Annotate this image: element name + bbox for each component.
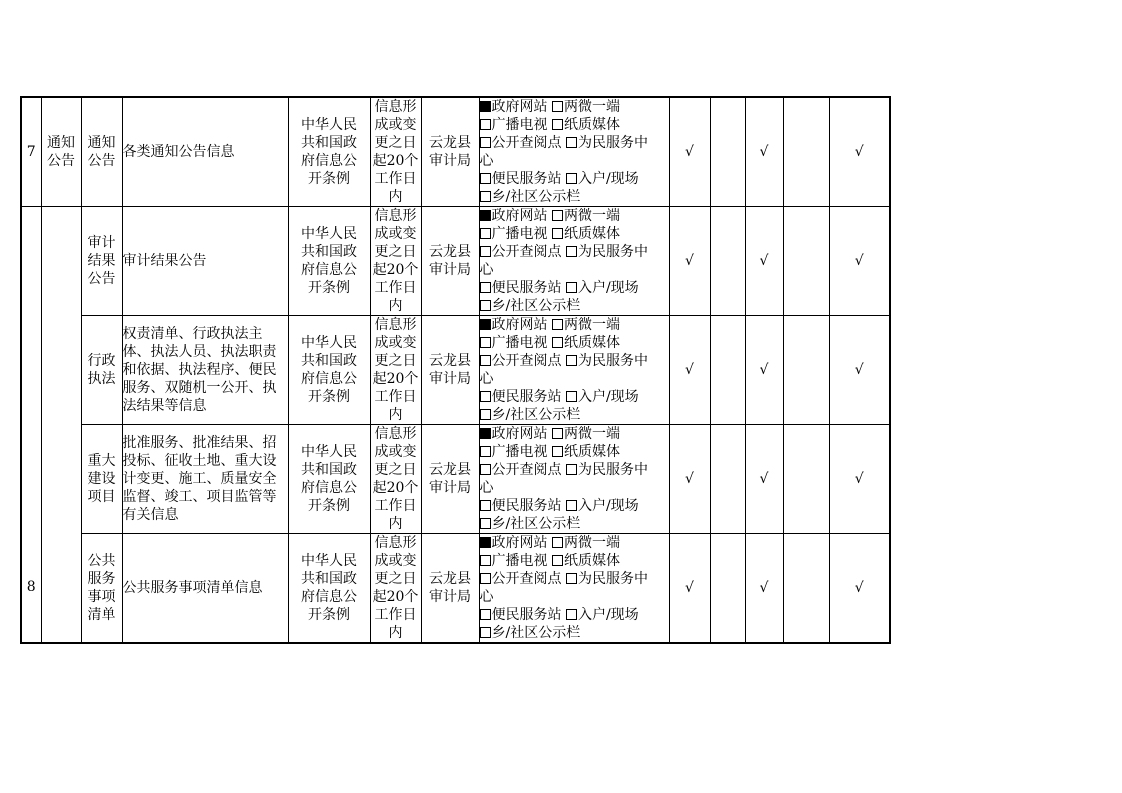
item-line: 通知 [87,135,116,151]
subject-cell [421,534,479,644]
channel-label: 为民服务中 [577,135,648,151]
time-limit-cell [370,425,421,534]
channel-line [480,479,669,497]
channel-label: 乡/社区公示栏 [491,407,581,423]
subject-cell [421,97,479,207]
checkmark-cell [710,316,745,425]
content-cell: 权责清单、行政执法主体、执法人员、执法职责和依据、执法程序、便民服务、双随机一公开、执法结果等信息 [122,316,288,425]
checkmark-cell [710,425,745,534]
time-limit-line: 信息形 [374,317,417,333]
time-limit-line: 更之日 [374,244,417,260]
item-line: 行政 [87,353,116,369]
channel-label: 便民服务站 [491,280,562,296]
channel-label: 两微一端 [563,426,620,442]
unchecked-box-icon [480,173,491,184]
checkmark-cell [710,534,745,644]
time-limit-line: 成或变 [374,553,417,569]
subject-stack [422,134,479,170]
item-line: 审计 [87,235,116,251]
unchecked-box-icon [566,573,577,584]
channels-cell [479,316,669,425]
channel-line [480,588,669,606]
checkmark-cell: √ [745,207,783,316]
basis-line: 开条例 [308,280,350,296]
unchecked-box-icon [552,228,563,239]
table-body [21,97,890,643]
checkmark-cell [783,534,829,644]
channel-label: 公开查阅点 [491,462,562,478]
channel-label: 为民服务中 [577,462,648,478]
item-cell [81,316,122,425]
basis-line: 中华人民 [301,226,357,242]
channel-line [480,370,669,388]
channel-text: 心 [479,589,494,605]
unchecked-box-icon [480,518,491,529]
channel-label: 便民服务站 [491,389,562,405]
unchecked-box-icon [480,391,491,402]
unchecked-box-icon [552,337,563,348]
checkmark-cell: √ [829,316,890,425]
subject-cell [421,425,479,534]
channel-line [480,552,669,570]
channel-label: 为民服务中 [577,353,648,369]
channel-label: 入户/现场 [577,280,639,296]
basis-stack [289,552,370,624]
time-limit-cell [370,207,421,316]
item-line: 事项 [87,589,116,605]
checkmark-cell: √ [745,425,783,534]
item-line: 项目 [87,489,116,505]
basis-line: 中华人民 [301,117,357,133]
unchecked-box-icon [552,537,563,548]
time-limit-line: 成或变 [374,226,417,242]
checkmark-cell: √ [829,534,890,644]
channel-label: 公开查阅点 [491,353,562,369]
channel-text: 心 [479,480,494,496]
time-limit-line: 内 [388,625,403,641]
channel-label: 纸质媒体 [563,335,620,351]
basis-line: 共和国政 [301,244,357,260]
content-cell: 公共服务事项清单信息 [122,534,288,644]
time-limit-cell [370,534,421,644]
time-limit-line: 工作日 [374,498,417,514]
checked-box-icon [480,319,491,330]
time-limit-line: 起20个 [372,371,419,387]
channel-label: 两微一端 [563,99,620,115]
unchecked-box-icon [480,137,491,148]
channel-label: 政府网站 [491,535,548,551]
channel-label: 乡/社区公示栏 [491,189,581,205]
time-limit-line: 更之日 [374,462,417,478]
checkmark-cell [783,316,829,425]
channel-line [480,388,669,406]
channel-line [480,134,669,152]
channel-label: 入户/现场 [577,607,639,623]
item-line: 服务 [87,571,116,587]
time-limit-line: 工作日 [374,280,417,296]
checkmark-cell: √ [745,97,783,207]
time-limit-line: 信息形 [374,426,417,442]
time-limit-line: 成或变 [374,117,417,133]
row-number: 7 [21,97,41,207]
channel-label: 公开查阅点 [491,571,562,587]
channel-line [480,207,669,225]
item-line: 公共 [87,553,116,569]
time-limit-line: 工作日 [374,607,417,623]
unchecked-box-icon [480,191,491,202]
unchecked-box-icon [566,173,577,184]
item-cell [81,207,122,316]
unchecked-box-icon [552,446,563,457]
channel-label: 广播电视 [491,335,548,351]
basis-stack [289,225,370,297]
channel-label: 乡/社区公示栏 [491,625,581,641]
channel-line [480,170,669,188]
checkmark-cell: √ [669,316,710,425]
time-limit-cell [370,316,421,425]
channel-label: 入户/现场 [577,389,639,405]
unchecked-box-icon [566,282,577,293]
time-limit-stack [371,425,421,533]
channel-line [480,279,669,297]
channel-text: 心 [479,262,494,278]
row-number: 8 [21,207,41,644]
item-line: 结果 [87,253,116,269]
channel-label: 公开查阅点 [491,244,562,260]
time-limit-line: 内 [388,189,403,205]
subject-line: 审计局 [429,480,471,496]
channel-label: 纸质媒体 [563,117,620,133]
unchecked-box-icon [566,246,577,257]
subject-stack [422,352,479,388]
channel-line [480,261,669,279]
item-line: 重大 [87,453,116,469]
disclosure-table [20,96,891,644]
channel-line [480,497,669,515]
item-cell [81,97,122,207]
basis-cell [288,316,370,425]
subject-line: 审计局 [429,153,471,169]
unchecked-box-icon [480,246,491,257]
channel-label: 两微一端 [563,317,620,333]
content-cell: 审计结果公告 [122,207,288,316]
channel-line [480,98,669,116]
unchecked-box-icon [480,627,491,638]
checkmark-cell: √ [745,534,783,644]
item-stack [82,352,122,388]
time-limit-line: 内 [388,516,403,532]
unchecked-box-icon [480,119,491,130]
channel-line [480,461,669,479]
basis-cell [288,97,370,207]
unchecked-box-icon [566,500,577,511]
unchecked-box-icon [480,446,491,457]
category-stack [42,134,81,170]
category-cell [41,97,81,207]
unchecked-box-icon [480,228,491,239]
unchecked-box-icon [480,337,491,348]
subject-line: 审计局 [429,262,471,278]
item-line: 清单 [87,607,116,623]
time-limit-line: 工作日 [374,389,417,405]
time-limit-line: 内 [388,407,403,423]
unchecked-box-icon [480,609,491,620]
time-limit-line: 更之日 [374,571,417,587]
table-row [21,316,890,425]
item-stack [82,452,122,506]
checkmark-cell [783,97,829,207]
basis-line: 共和国政 [301,571,357,587]
time-limit-line: 起20个 [372,153,419,169]
unchecked-box-icon [480,500,491,511]
channel-line [480,334,669,352]
channel-label: 纸质媒体 [563,226,620,242]
channel-label: 便民服务站 [491,171,562,187]
channel-label: 广播电视 [491,117,548,133]
checkmark-cell: √ [829,207,890,316]
basis-stack [289,334,370,406]
channel-label: 广播电视 [491,226,548,242]
item-line: 公告 [87,153,116,169]
channel-line [480,515,669,533]
item-cell [81,534,122,644]
channel-line [480,297,669,315]
subject-stack [422,570,479,606]
basis-cell [288,207,370,316]
time-limit-line: 成或变 [374,444,417,460]
channel-line [480,352,669,370]
channel-line [480,116,669,134]
time-limit-line: 起20个 [372,480,419,496]
channel-label: 乡/社区公示栏 [491,516,581,532]
channel-label: 为民服务中 [577,571,648,587]
unchecked-box-icon [552,319,563,330]
time-limit-cell [370,97,421,207]
unchecked-box-icon [566,355,577,366]
basis-line: 开条例 [308,389,350,405]
channel-line [480,152,669,170]
channel-line [480,570,669,588]
channels-cell [479,97,669,207]
unchecked-box-icon [552,210,563,221]
checkmark-cell [783,207,829,316]
subject-line: 云龙县 [429,353,471,369]
checkmark-cell: √ [669,534,710,644]
channels-cell [479,207,669,316]
unchecked-box-icon [552,428,563,439]
unchecked-box-icon [552,101,563,112]
channel-text: 心 [479,153,494,169]
time-limit-stack [371,207,421,315]
channel-label: 纸质媒体 [563,444,620,460]
subject-stack [422,243,479,279]
channel-label: 政府网站 [491,208,548,224]
channels-cell [479,534,669,644]
item-line: 执法 [87,371,116,387]
time-limit-line: 更之日 [374,353,417,369]
checkmark-cell [710,97,745,207]
checked-box-icon [480,210,491,221]
basis-line: 共和国政 [301,462,357,478]
basis-line: 府信息公 [301,153,357,169]
basis-line: 开条例 [308,171,350,187]
channel-label: 政府网站 [491,317,548,333]
checkmark-cell: √ [669,97,710,207]
channel-line [480,243,669,261]
table-row [21,97,890,207]
item-stack [82,552,122,624]
time-limit-line: 信息形 [374,208,417,224]
unchecked-box-icon [480,573,491,584]
unchecked-box-icon [566,464,577,475]
channel-line [480,443,669,461]
channel-label: 入户/现场 [577,498,639,514]
content-cell: 各类通知公告信息 [122,97,288,207]
time-limit-line: 内 [388,298,403,314]
channel-label: 便民服务站 [491,498,562,514]
unchecked-box-icon [480,464,491,475]
time-limit-stack [371,316,421,424]
channel-line [480,534,669,552]
checked-box-icon [480,101,491,112]
time-limit-stack [371,534,421,642]
subject-cell [421,207,479,316]
subject-line: 云龙县 [429,244,471,260]
channel-label: 纸质媒体 [563,553,620,569]
channel-label: 两微一端 [563,535,620,551]
unchecked-box-icon [566,137,577,148]
subject-line: 云龙县 [429,571,471,587]
channel-text: 心 [479,371,494,387]
basis-line: 府信息公 [301,262,357,278]
category-line: 通知 [47,135,75,151]
checkmark-cell: √ [669,207,710,316]
time-limit-stack [371,98,421,206]
basis-line: 共和国政 [301,135,357,151]
time-limit-line: 成或变 [374,335,417,351]
basis-line: 府信息公 [301,589,357,605]
unchecked-box-icon [480,282,491,293]
time-limit-line: 工作日 [374,171,417,187]
checked-box-icon [480,428,491,439]
content-cell: 批准服务、批准结果、招投标、征收土地、重大设计变更、施工、质量安全监督、竣工、项目监管等有关信息 [122,425,288,534]
channel-line [480,606,669,624]
unchecked-box-icon [552,555,563,566]
subject-line: 云龙县 [429,462,471,478]
table-row [21,207,890,316]
item-line: 建设 [87,471,116,487]
time-limit-line: 起20个 [372,589,419,605]
channel-line [480,624,669,642]
subject-line: 审计局 [429,589,471,605]
time-limit-line: 更之日 [374,135,417,151]
unchecked-box-icon [480,300,491,311]
basis-line: 开条例 [308,607,350,623]
channel-label: 便民服务站 [491,607,562,623]
channel-label: 两微一端 [563,208,620,224]
channel-label: 广播电视 [491,553,548,569]
channel-line [480,316,669,334]
basis-cell [288,425,370,534]
channel-label: 乡/社区公示栏 [491,298,581,314]
time-limit-line: 信息形 [374,535,417,551]
basis-stack [289,116,370,188]
checked-box-icon [480,537,491,548]
channel-label: 广播电视 [491,444,548,460]
subject-line: 审计局 [429,371,471,387]
table-row [21,425,890,534]
channel-label: 入户/现场 [577,171,639,187]
channel-line [480,425,669,443]
checkmark-cell: √ [669,425,710,534]
subject-stack [422,461,479,497]
basis-cell [288,534,370,644]
unchecked-box-icon [480,409,491,420]
unchecked-box-icon [552,119,563,130]
checkmark-cell: √ [745,316,783,425]
channel-line [480,188,669,206]
time-limit-line: 起20个 [372,262,419,278]
basis-line: 中华人民 [301,553,357,569]
channels-cell [479,425,669,534]
time-limit-line: 信息形 [374,99,417,115]
basis-line: 中华人民 [301,335,357,351]
basis-stack [289,443,370,515]
basis-line: 共和国政 [301,353,357,369]
checkmark-cell: √ [829,425,890,534]
channel-label: 公开查阅点 [491,135,562,151]
category-cell [41,207,81,644]
unchecked-box-icon [480,555,491,566]
unchecked-box-icon [480,355,491,366]
item-line: 公告 [87,271,116,287]
channel-line [480,225,669,243]
table-row [21,534,890,644]
channel-label: 政府网站 [491,99,548,115]
subject-line: 云龙县 [429,135,471,151]
subject-cell [421,316,479,425]
checkmark-cell: √ [829,97,890,207]
checkmark-cell [710,207,745,316]
item-stack [82,234,122,288]
category-line: 公告 [47,153,75,169]
basis-line: 中华人民 [301,444,357,460]
channel-label: 为民服务中 [577,244,648,260]
basis-line: 开条例 [308,498,350,514]
channel-line [480,406,669,424]
basis-line: 府信息公 [301,371,357,387]
item-stack [82,134,122,170]
unchecked-box-icon [566,609,577,620]
item-cell [81,425,122,534]
checkmark-cell [783,425,829,534]
channel-label: 政府网站 [491,426,548,442]
basis-line: 府信息公 [301,480,357,496]
unchecked-box-icon [566,391,577,402]
